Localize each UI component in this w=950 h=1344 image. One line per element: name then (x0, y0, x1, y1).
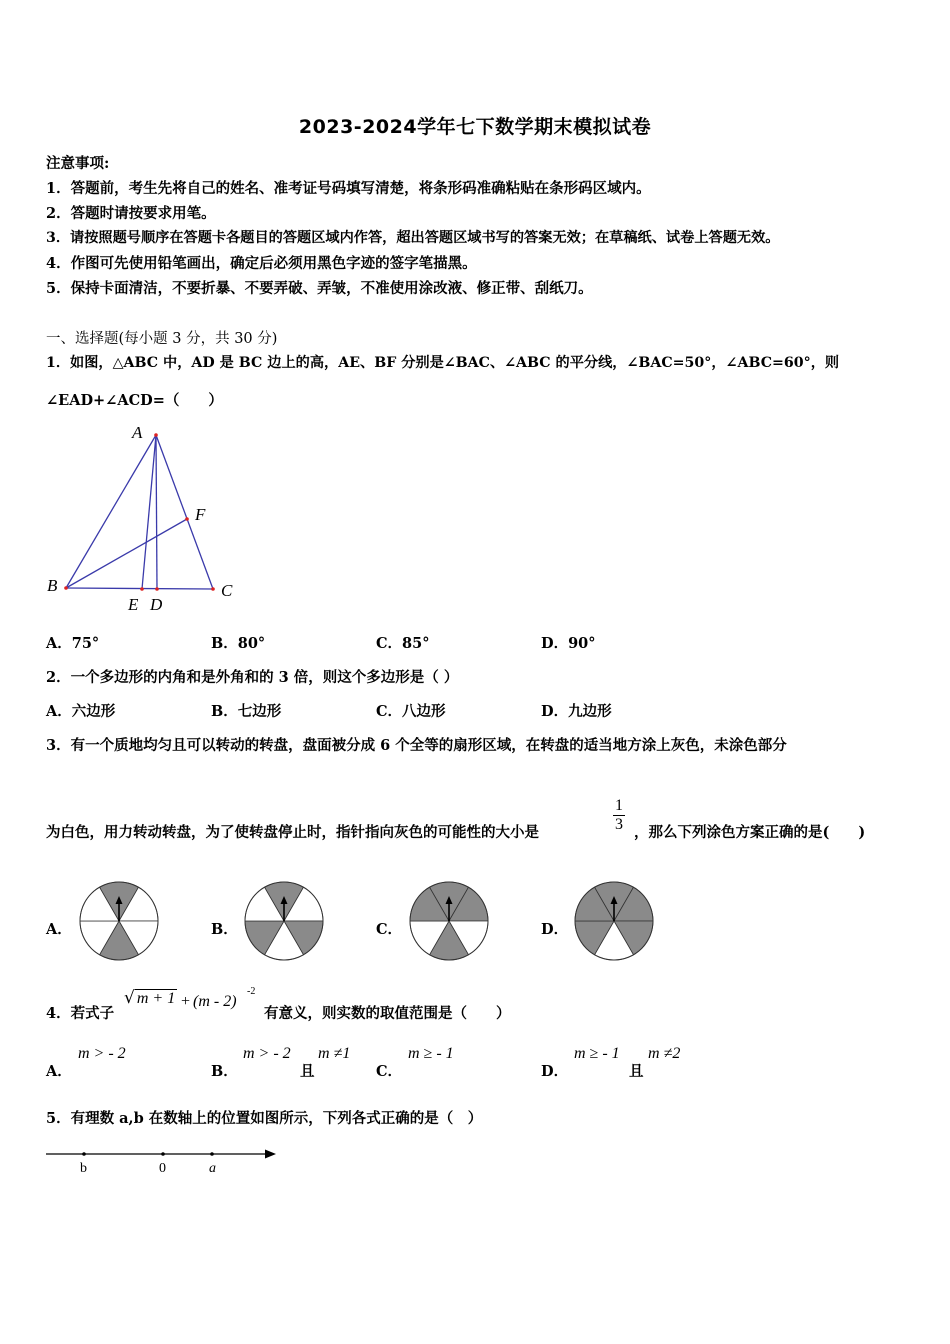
question-5-text: 5．有理数 a,b 在数轴上的位置如图所示，下列各式正确的是（ ） (46, 1110, 483, 1127)
q4-option-c-expr: m ≥ - 1 (408, 1045, 454, 1062)
question-4-text: 4．若式子 (46, 1005, 115, 1022)
q4-option-d-expr2: m ≠2 (648, 1045, 681, 1062)
label-d: D (150, 595, 163, 614)
radicand: m + 1 (136, 990, 176, 1007)
q1-option-a[interactable]: A．75° (46, 635, 100, 652)
label-a: a (209, 1161, 216, 1176)
q4-option-b-expr2: m ≠1 (318, 1045, 351, 1062)
page-title: 2023-2024学年七下数学期末模拟试卷 (298, 116, 652, 138)
notice-item: 4．作图可先使用铅笔画出，确定后必须用黑色字迹的签字笔描黑。 (46, 255, 477, 272)
question-2-text: 2．一个多边形的内角和是外角和的 3 倍，则这个多边形是（ ） (46, 669, 459, 686)
notice-item: 1．答题前，考生先将自己的姓名、准考证号码填写清楚，将条形码准确粘贴在条形码区域内。 (46, 180, 651, 197)
number-line (44, 1143, 284, 1183)
bisector-bf (66, 519, 187, 588)
point-b (64, 586, 68, 590)
q4-option-d-conj: 且 (629, 1063, 644, 1080)
q4-option-b[interactable]: B． (211, 1063, 238, 1080)
notice-heading: 注意事项: (46, 155, 110, 172)
q1-option-d[interactable]: D．90° (541, 635, 596, 652)
q2-option-a[interactable]: A．六边形 (46, 703, 116, 720)
point-e (140, 587, 144, 591)
q3-option-d[interactable]: D． (541, 921, 569, 938)
q4-option-a-expr: m > - 2 (78, 1045, 126, 1062)
label-f: F (195, 505, 206, 524)
q4-option-a[interactable]: A． (46, 1063, 72, 1080)
point-a (154, 433, 158, 437)
side-bc (66, 588, 213, 589)
side-ab (66, 435, 156, 588)
q4-option-d-expr: m ≥ - 1 (574, 1045, 620, 1062)
q4-option-b-expr: m > - 2 (243, 1045, 291, 1062)
fraction-denominator: 3 (615, 816, 623, 833)
radical-sign: √ (124, 988, 135, 1008)
spinner-wheel-b[interactable] (243, 880, 325, 962)
q4-option-b-conj: 且 (300, 1063, 315, 1080)
notice-item: 2．答题时请按要求用笔。 (46, 205, 216, 222)
question-4-text-cont: 有意义，则实数的取值范围是（ ） (264, 1005, 511, 1022)
notice-item: 3．请按照题号顺序在答题卡各题目的答题区域内作答，超出答题区域书写的答案无效；在草稿纸、试卷上答题无效。 (46, 230, 780, 246)
altitude-ad (156, 435, 157, 589)
q1-option-b[interactable]: B．80° (211, 635, 266, 652)
point-d (155, 587, 159, 591)
question-3-text: 3．有一个质地均匀且可以转动的转盘，盘面被分成 6 个全等的扇形区域，在转盘的适当地方涂上灰色，未涂色部分 (46, 737, 787, 754)
spinner-wheel-a[interactable] (78, 880, 160, 962)
section-heading: 一、选择题(每小题 3 分，共 30 分) (46, 331, 278, 347)
q2-option-d[interactable]: D．九边形 (541, 703, 612, 720)
question-1-text: 1．如图，△ABC 中，AD 是 BC 边上的高，AE、BF 分别是∠BAC、∠ABC 的平分线，∠BAC=50°，∠ABC=60°，则 (46, 355, 840, 371)
plus-sign: + (181, 993, 191, 1010)
notice-item: 5．保持卡面清洁，不要折暴、不要弄破、弄皱，不准使用涂改液、修正带、刮纸刀。 (46, 280, 593, 297)
sqrt-expression (124, 988, 177, 1014)
question-3-text-cont: 为白色，用力转动转盘，为了使转盘停止时，指针指向灰色的可能性的大小是 (46, 824, 539, 841)
q3-option-a[interactable]: A． (46, 921, 72, 938)
q2-option-b[interactable]: B．七边形 (211, 703, 282, 720)
triangle-figure (40, 420, 250, 620)
q2-option-c[interactable]: C．八边形 (376, 703, 446, 720)
question-3-text-end: ，那么下列涂色方案正确的是( ) (634, 824, 866, 841)
q4-option-d[interactable]: D． (541, 1063, 569, 1080)
label-b: b (80, 1161, 87, 1176)
q3-option-c[interactable]: C． (376, 921, 403, 938)
q4-option-c[interactable]: C． (376, 1063, 403, 1080)
fraction-numerator: 1 (615, 797, 623, 814)
label-zero: 0 (159, 1161, 166, 1176)
point-f (185, 517, 189, 521)
axis-arrow (265, 1150, 276, 1159)
tick-b (82, 1152, 86, 1156)
point-c (211, 587, 215, 591)
question-1-text-cont: ∠EAD+∠ACD=（ ） (46, 392, 223, 409)
paren-expression: (m - 2) (193, 993, 237, 1010)
q3-option-b[interactable]: B． (211, 921, 238, 938)
tick-a (210, 1152, 214, 1156)
label-a: A (132, 423, 143, 442)
label-b: B (47, 576, 58, 595)
spinner-wheel-c[interactable] (408, 880, 490, 962)
label-e: E (128, 595, 139, 614)
q1-option-c[interactable]: C．85° (376, 635, 430, 652)
spinner-wheel-d[interactable] (573, 880, 655, 962)
fraction-one-third (613, 797, 625, 834)
bisector-ae (142, 435, 156, 589)
label-c: C (221, 581, 233, 600)
exponent: -2 (247, 986, 256, 997)
tick-zero (161, 1152, 165, 1156)
